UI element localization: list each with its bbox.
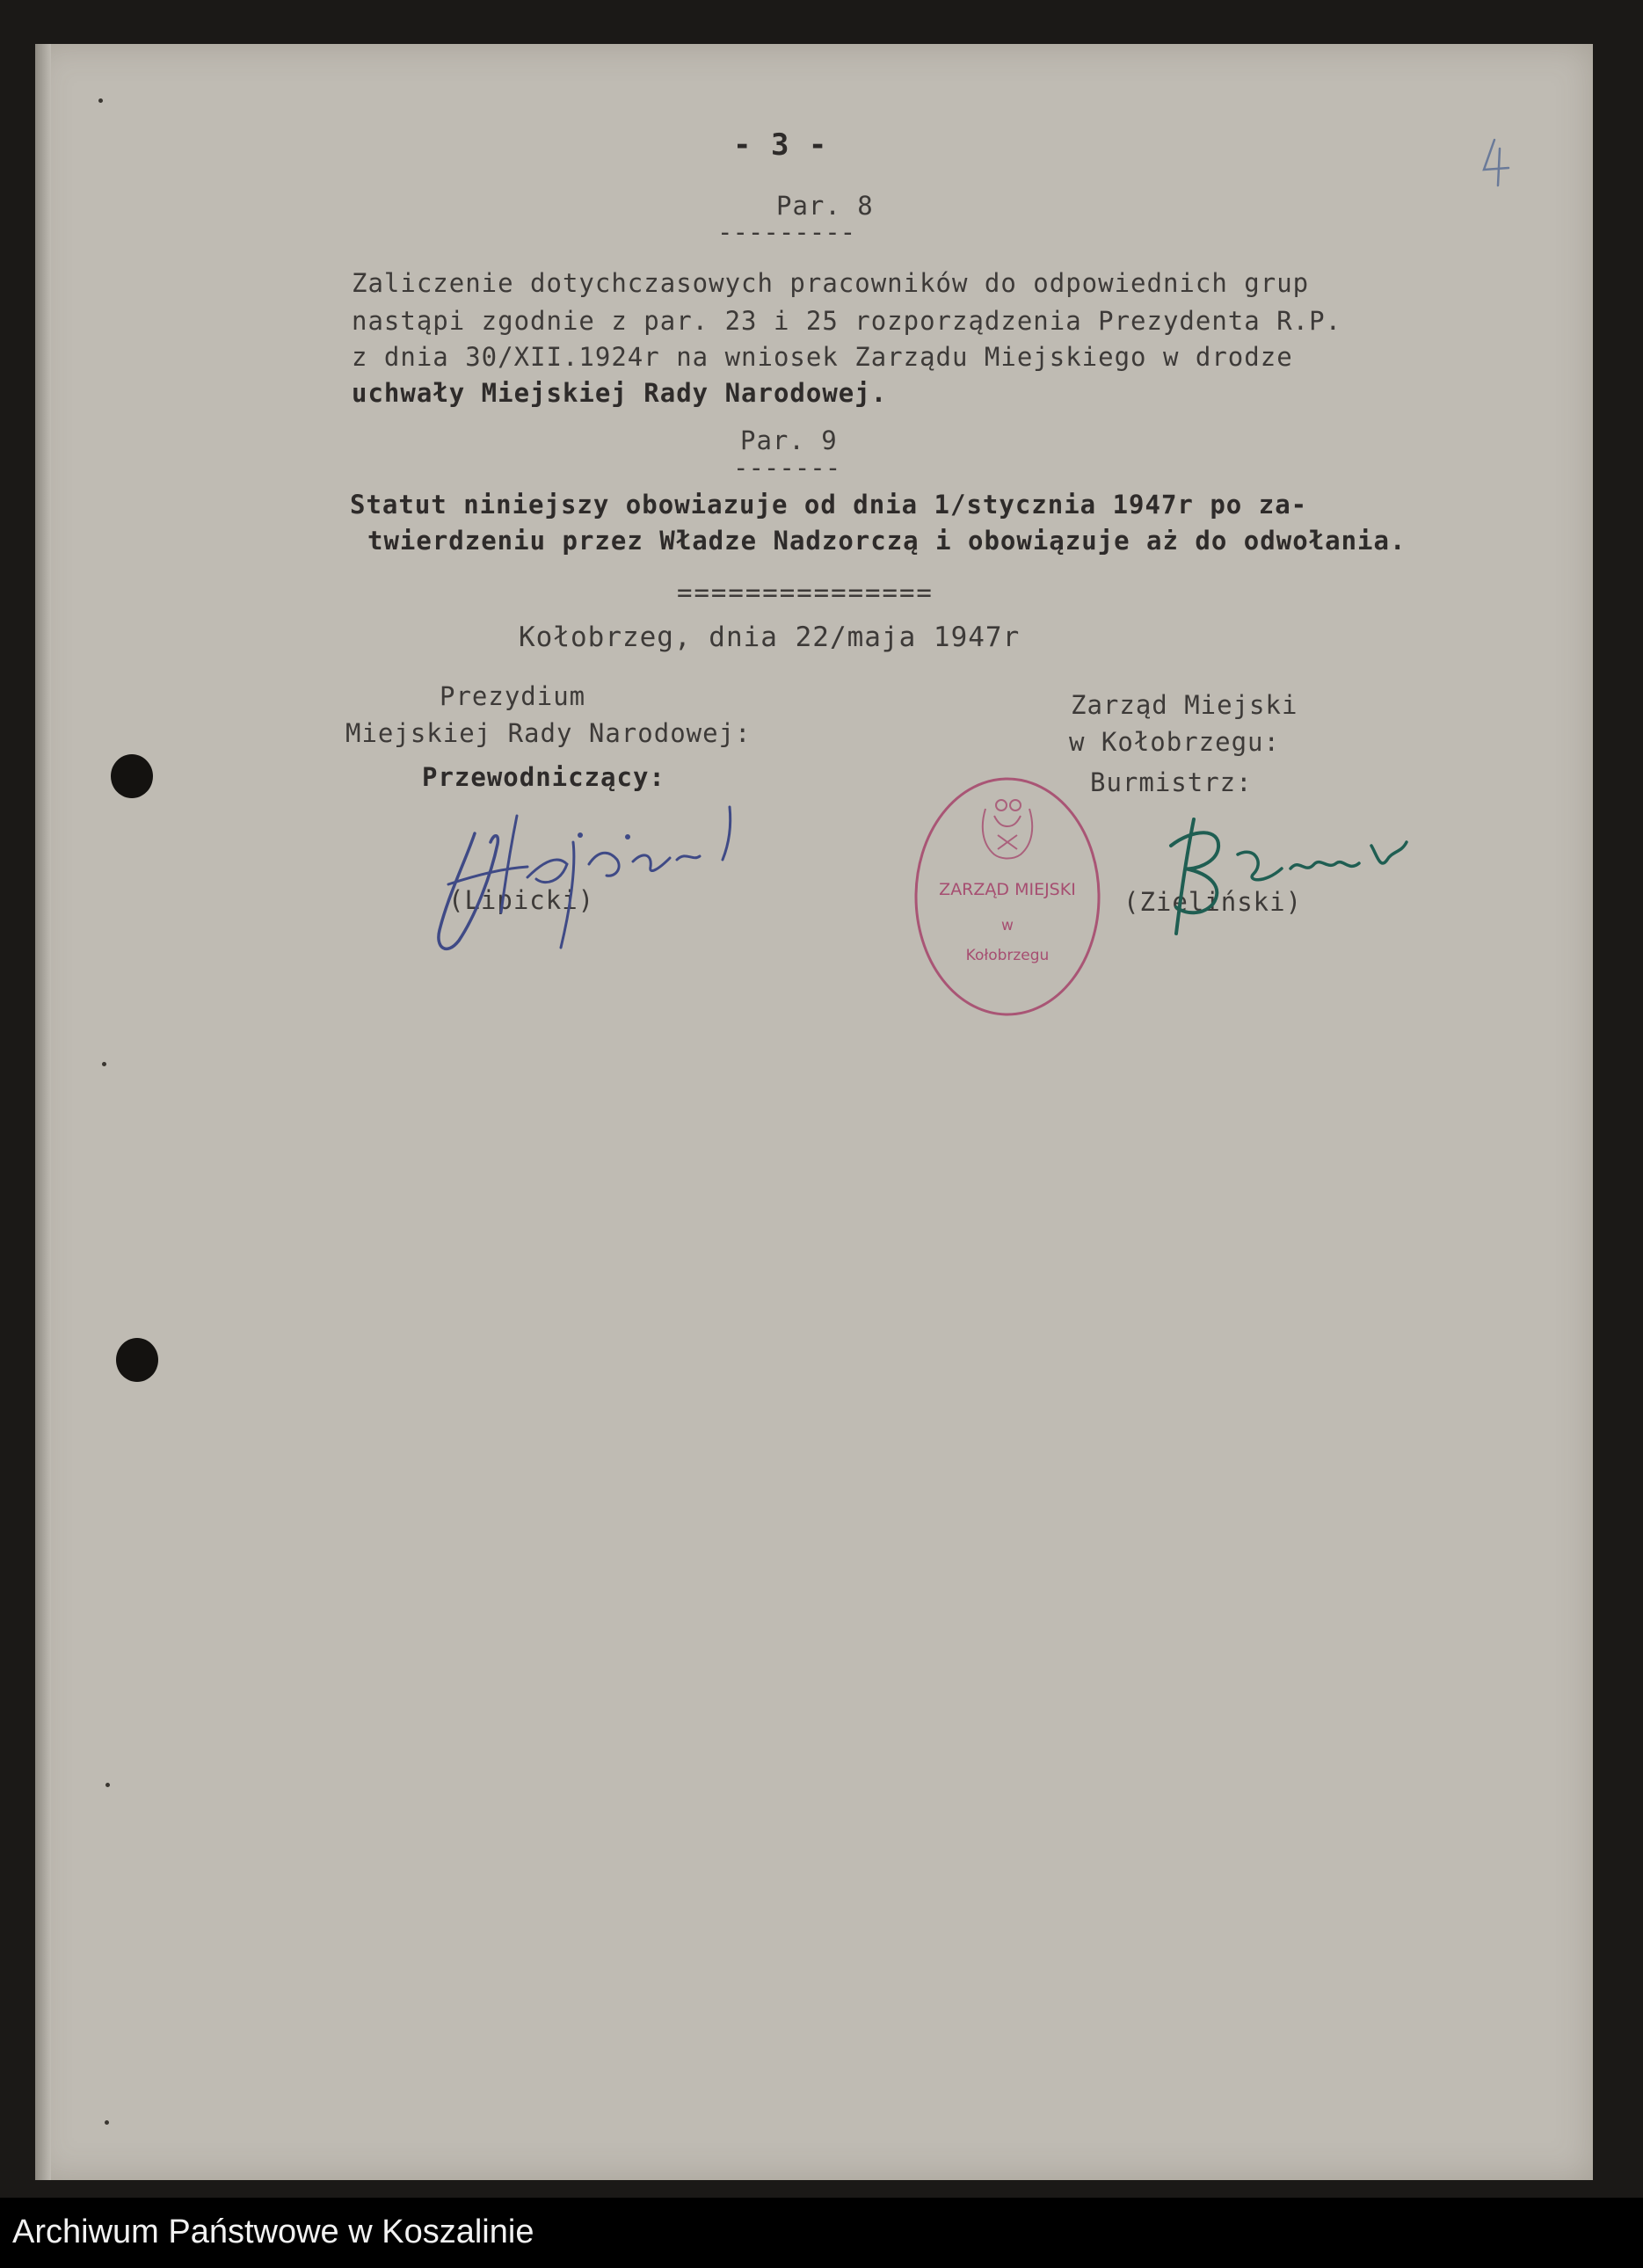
par8-underline: --------- [717, 217, 856, 247]
par8-line-3: z dnia 30/XII.1924r na wniosek Zarządu Miejskiego w drodze [352, 342, 1293, 372]
par9-heading: Par. 9 [740, 425, 838, 455]
ink-speck [102, 1062, 106, 1066]
ink-speck [105, 2120, 109, 2125]
archive-footer [0, 2198, 1643, 2268]
punch-hole-bottom [116, 1338, 158, 1382]
par8-heading: Par. 8 [776, 191, 874, 221]
handwritten-page-number [1477, 136, 1512, 193]
eagle-emblem-icon [983, 800, 1032, 859]
stamp-line-2: w [1001, 917, 1014, 934]
par9-line-2: twierdzeniu przez Władze Nadzorczą i obowiązuje aż do odwołania. [367, 526, 1407, 556]
stamp-line-3: Kołobrzegu [965, 947, 1050, 964]
right-block-role: Burmistrz: [1090, 767, 1253, 797]
signature-zielinski [1132, 793, 1449, 955]
stamp-line-1: ZARZĄD MIEJSKI [939, 880, 1076, 899]
page-marker: - 3 - [733, 127, 828, 163]
par8-line-1: Zaliczenie dotychczasowych pracowników do odpowiednich grup [352, 268, 1310, 298]
par9-line-1: Statut niniejszy obowiazuje od dnia 1/stycznia 1947r po za- [350, 490, 1308, 520]
par8-line-2: nastąpi zgodnie z par. 23 i 25 rozporządzenia Prezydenta R.P. [352, 306, 1342, 336]
left-block-line1: Prezydium [440, 681, 586, 711]
document-page [35, 44, 1593, 2180]
left-block-role: Przewodniczący: [422, 762, 665, 792]
separator: =============== [677, 578, 934, 607]
right-block-line2: w Kołobrzegu: [1069, 727, 1280, 757]
par8-line-4: uchwały Miejskiej Rady Narodowej. [352, 378, 888, 408]
right-block-line1: Zarząd Miejski [1071, 690, 1298, 720]
place-date: Kołobrzeg, dnia 22/maja 1947r [519, 622, 1021, 653]
signature-lipicki [413, 781, 782, 978]
left-block-line2: Miejskiej Rady Narodowej: [345, 718, 752, 748]
punch-hole-top [111, 754, 153, 798]
par9-underline: ------- [733, 453, 841, 483]
right-block-name: (Zieliński) [1123, 887, 1303, 917]
archive-label: Archiwum Państwowe w Koszalinie [12, 2213, 534, 2250]
ink-speck [98, 98, 103, 103]
left-block-name: (Lipicki) [448, 885, 595, 915]
official-stamp [910, 774, 1105, 1020]
ink-speck [105, 1783, 110, 1787]
